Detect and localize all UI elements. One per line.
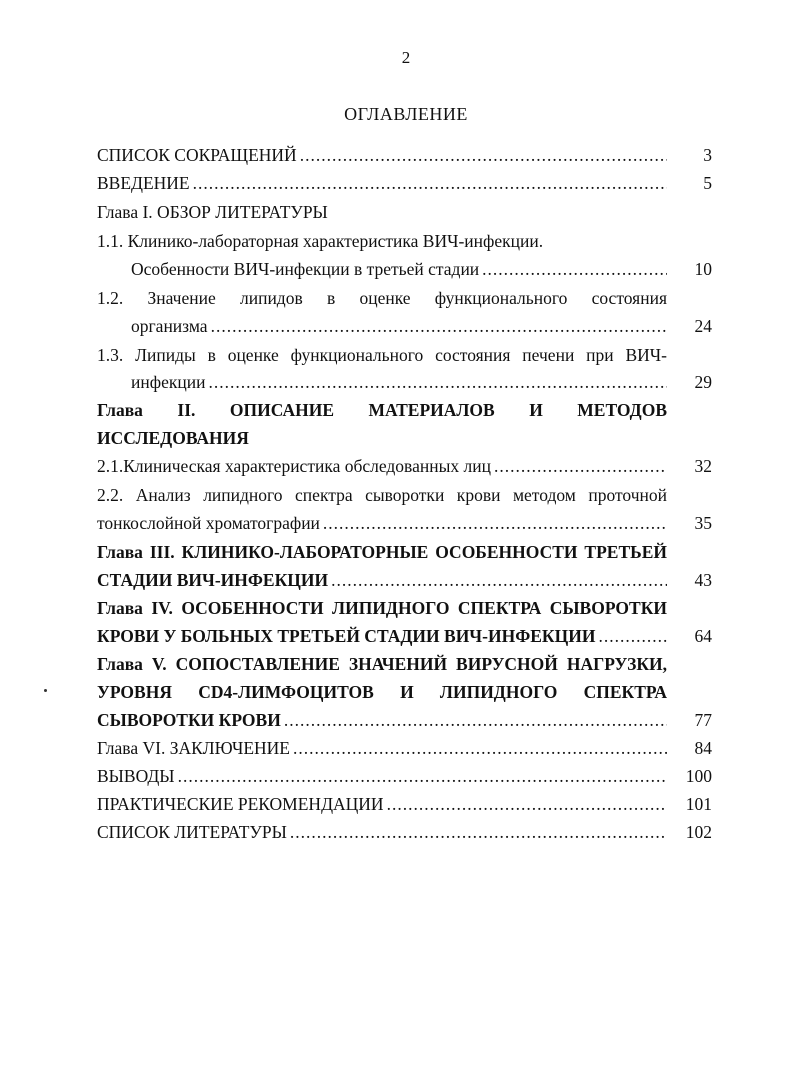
toc-chapter-1[interactable]: Глава I. ОБЗОР ЛИТЕРАТУРЫ: [97, 202, 328, 222]
toc-chapter-2-line2[interactable]: ИССЛЕДОВАНИЯ: [97, 428, 249, 448]
toc-page-number: 29: [694, 372, 712, 392]
toc-page-number: 10: [694, 259, 712, 279]
toc-chapter-5-line2[interactable]: УРОВНЯ CD4-ЛИМФОЦИТОВ И ЛИПИДНОГО СПЕКТРА: [97, 682, 667, 702]
toc-chapter-5-line1[interactable]: Глава V. СОПОСТАВЛЕНИЕ ЗНАЧЕНИЙ ВИРУСНОЙ НАГРУЗКИ,: [97, 654, 667, 674]
toc-entry-text: ПРАКТИЧЕСКИЕ РЕКОМЕНДАЦИИ: [97, 794, 384, 814]
toc-entry-references[interactable]: [97, 821, 667, 843]
toc-page-number: 43: [694, 570, 712, 590]
dot-leader: [598, 625, 667, 647]
toc-entry-text: СПИСОК СОКРАЩЕНИЙ: [97, 145, 297, 165]
toc-entry-text: организма: [131, 316, 208, 336]
toc-chapter-4-line2[interactable]: [97, 625, 667, 647]
dot-leader: [290, 821, 667, 843]
toc-entry-1-2-line1[interactable]: 1.2. Значение липидов в оценке функционального состояния: [97, 288, 667, 308]
toc-chapter-4-line1[interactable]: Глава IV. ОСОБЕННОСТИ ЛИПИДНОГО СПЕКТРА СЫВОРОТКИ: [97, 598, 667, 618]
toc-entry-text: Особенности ВИЧ-инфекции в третьей стадии: [131, 259, 480, 279]
toc-page-number: 100: [685, 766, 712, 786]
toc-entry-text: СТАДИИ ВИЧ-ИНФЕКЦИИ: [97, 570, 329, 590]
scan-speck: [44, 689, 47, 692]
toc-entry-1-3-line1[interactable]: 1.3. Липиды в оценке функционального состояния печени при ВИЧ-: [97, 345, 667, 365]
toc-chapter-6[interactable]: [97, 737, 667, 759]
dot-leader: [284, 709, 667, 731]
toc-page-number: 64: [694, 626, 712, 646]
toc-entry-1-1-line1[interactable]: 1.1. Клинико-лабораторная характеристика ВИЧ-инфекции.: [97, 231, 544, 251]
toc-entry-1-2-line2[interactable]: [131, 315, 667, 337]
toc-page-number: 102: [685, 822, 712, 842]
toc-entry-conclusions[interactable]: [97, 765, 667, 787]
toc-entry-text: КРОВИ У БОЛЬНЫХ ТРЕТЬЕЙ СТАДИИ ВИЧ-ИНФЕКЦИИ: [97, 626, 596, 646]
dot-leader: [494, 455, 667, 477]
dot-leader: [211, 315, 667, 337]
dot-leader: [208, 371, 667, 393]
toc-entry-2-2-line1[interactable]: 2.2. Анализ липидного спектра сыворотки крови методом проточной: [97, 485, 667, 505]
dot-leader: [293, 737, 667, 759]
toc-title: ОГЛАВЛЕНИЕ: [344, 104, 468, 124]
toc-chapter-3-line1[interactable]: Глава III. КЛИНИКО-ЛАБОРАТОРНЫЕ ОСОБЕННОСТИ ТРЕТЬЕЙ: [97, 542, 667, 562]
toc-entry-recommendations[interactable]: [97, 793, 667, 815]
toc-chapter-5-line3[interactable]: [97, 709, 667, 731]
toc-entry-text: ВВЕДЕНИЕ: [97, 173, 190, 193]
toc-entry-text: тонкослойной хроматографии: [97, 513, 320, 533]
toc-chapter-3-line2[interactable]: [97, 569, 667, 591]
toc-chapter-2-line1[interactable]: Глава II. ОПИСАНИЕ МАТЕРИАЛОВ И МЕТОДОВ: [97, 400, 667, 420]
dot-leader: [331, 569, 667, 591]
toc-page-number: 32: [694, 456, 712, 476]
toc-page-number: 3: [703, 145, 712, 165]
dot-leader: [482, 258, 667, 280]
toc-entry-introduction[interactable]: [97, 172, 667, 194]
toc-entry-text: 2.1.Клиническая характеристика обследованных лиц: [97, 456, 491, 476]
toc-entry-2-1[interactable]: [97, 455, 667, 477]
toc-page-number: 101: [685, 794, 712, 814]
dot-leader: [193, 172, 667, 194]
dot-leader: [300, 144, 667, 166]
toc-page-number: 77: [694, 710, 712, 730]
toc-entry-text: Глава VI. ЗАКЛЮЧЕНИЕ: [97, 738, 290, 758]
toc-entry-text: инфекции: [131, 372, 206, 392]
toc-page-number: 35: [694, 513, 712, 533]
toc-entry-abbreviations[interactable]: [97, 144, 667, 166]
toc-entry-2-2-line2[interactable]: [97, 512, 667, 534]
toc-entry-text: СПИСОК ЛИТЕРАТУРЫ: [97, 822, 287, 842]
dot-leader: [323, 512, 667, 534]
dot-leader: [387, 793, 667, 815]
toc-entry-1-1-line2[interactable]: [131, 258, 667, 280]
toc-entry-1-3-line2[interactable]: [131, 371, 667, 393]
toc-entry-text: ВЫВОДЫ: [97, 766, 175, 786]
page-number: 2: [401, 48, 411, 67]
toc-entry-text: СЫВОРОТКИ КРОВИ: [97, 710, 281, 730]
toc-page-number: 5: [703, 173, 712, 193]
dot-leader: [178, 765, 667, 787]
toc-page-number: 24: [694, 316, 712, 336]
toc-page-number: 84: [694, 738, 712, 758]
